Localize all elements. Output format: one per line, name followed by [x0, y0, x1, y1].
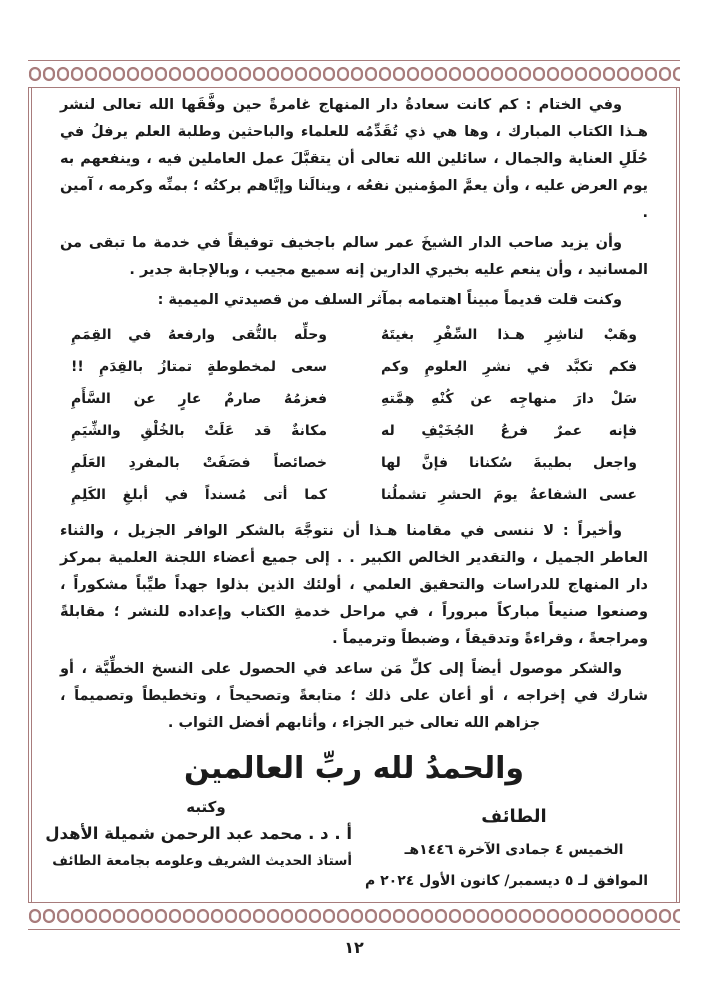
verse-first-hemistich: وهَبْ لناشِرِ هـذا السِّفْرِ بغيتَهُ [381, 327, 637, 343]
verse-first-hemistich: عسى الشفاعةُ يومَ الحشرِ تشملُنا [381, 487, 637, 503]
page-number: ١٢ [344, 938, 364, 957]
poem-intro: وكنت قلت قديماً مبيناً اهتمامه بمآثر السلف من قصيدتي الميمية : [157, 292, 622, 308]
verse-first-hemistich: فإنه عمرٌ فرعُ الجُخَيْفِ له [381, 423, 637, 439]
poem [71, 322, 637, 509]
poem-verse-1 [71, 322, 637, 349]
colophon-place-date-block [364, 798, 648, 897]
ornament-row [28, 916, 680, 928]
verse-second-hemistich: خصائصاً فصَفَتْ بالمفردِ العَلَمِ [71, 455, 327, 471]
verse-second-hemistich: سعى لمخطوطةٍ تمتازُ بالقِدَمِ !! [71, 359, 327, 375]
poem-verse-2 [71, 354, 637, 381]
verse-second-hemistich: وحلِّه بالتُّقى وارفعهُ في القِمَمِ [71, 327, 327, 343]
colophon-author-name: أ . د . محمد عبد الرحمن شميلة الأهدل [45, 824, 352, 843]
verse-first-hemistich: فكم تكبَّد في نشرِ العلومِ وكم [381, 359, 637, 375]
colophon [45, 798, 648, 897]
verse-first-hemistich: واجعل بطيبةَ سُكنانا فإنَّ لها [381, 455, 637, 471]
colophon-gregorian-date: الموافق لـ ٥ ديسمبر/ كانون الأول ٢٠٢٤ م [364, 873, 648, 889]
ornament-border-top [28, 60, 680, 88]
ornament-border-bottom [28, 902, 680, 930]
thanks-paragraph-2: والشكر موصول أيضاً إلى كلِّ مَن ساعد في الحصول على النسخ الخطِّيَّة ، أو شارك في إخراجه ، أو أعان على ذلك ؛ متابعةً وتصحيحاً ، وتخطيطاً وتصميماً ، جزاهم الله تعالى خير الجزاء ، وأثابهم أفضل الثواب . [60, 661, 648, 731]
poem-verse-5 [71, 450, 637, 477]
thanks-paragraph-1: وأخيراً : لا ننسى في مقامنا هـذا أن نتوجَّهَ بالشكر الوافر الجزيل ، والثناء العاطر الجميل ، والتقدير الخالص الكبير . . إلى جميع أعضاء اللجنة العلمية بمركز دار المنهاج للدراسات والتحقيق العلمي ، أولئك الذين بذلوا جهداً طيِّباً مشكوراً ، وصنعوا صنيعاً مباركاً مبروراً ، في مراحل خدمةِ الكتاب وإعداده للنشر ؛ مقابلةً ومراجعةً ، وقراءةً وتدقيقاً ، وضبطاً وترميماً . [60, 523, 648, 647]
poem-verse-6 [71, 482, 637, 509]
colophon-author-block [45, 798, 352, 869]
poem-verse-4 [71, 418, 637, 445]
verse-first-hemistich: سَلْ دارَ منهاجِه عن كُنْهِ هِمَّتهِ [381, 391, 637, 407]
page-border-right [676, 88, 680, 902]
conclusion-paragraph-1: وفي الختام : كم كانت سعادةُ دار المنهاج غامرةً حين وفَّقَها الله تعالى لنشر هـذا الكتاب المبارك ، وها هي ذي تُقَدِّمُه للعلماء والباحثين وطلبة العلم يرفلُ في حُلَلِ العناية والجمال ، سائلين الله تعالى أن يتقبَّلَ عمل العاملين فيه ، وينفعهم به يوم العرض عليه ، وأن يعمَّ المؤمنين نفعُه ، وينالَنا وإيَّاهم بركتُه ؛ بمنِّه وكرمه ، آمين . [60, 97, 648, 221]
verse-second-hemistich: مكانةٌ قد عَلَتْ بالخُلْقِ والشِّيَمِ [71, 423, 327, 439]
hamdala-calligraphy: والحمدُ لله ربِّ العالمين [183, 751, 525, 786]
colophon-written-by-label: وكتبه [186, 798, 226, 816]
ornament-row [28, 74, 680, 86]
poem-verse-3 [71, 386, 637, 413]
verse-second-hemistich: كما أتى مُسنداً في أبلغِ الكَلِمِ [71, 487, 327, 503]
colophon-hijri-date: الخميس ٤ جمادى الآخرة ١٤٤٦هـ [404, 842, 624, 858]
colophon-place: الطائف [481, 806, 547, 827]
page-border-left [28, 88, 32, 902]
page-content [45, 92, 648, 897]
verse-second-hemistich: فعزمُهُ صارمٌ عارٍ عن السَّأَمِ [71, 391, 327, 407]
colophon-author-title: أستاذ الحديث الشريف وعلومه بجامعة الطائف [52, 853, 352, 869]
ornament-row [28, 62, 680, 74]
ornament-row [28, 904, 680, 916]
conclusion-paragraph-2: وأن يزيد صاحب الدار الشيخَ عمر سالم باجخيف توفيقاً في خدمة ما تبقى من المسانيد ، وأن ينعم عليه بخيري الدارين إنه سميع مجيب ، وبالإجابة جدير . [60, 235, 648, 278]
